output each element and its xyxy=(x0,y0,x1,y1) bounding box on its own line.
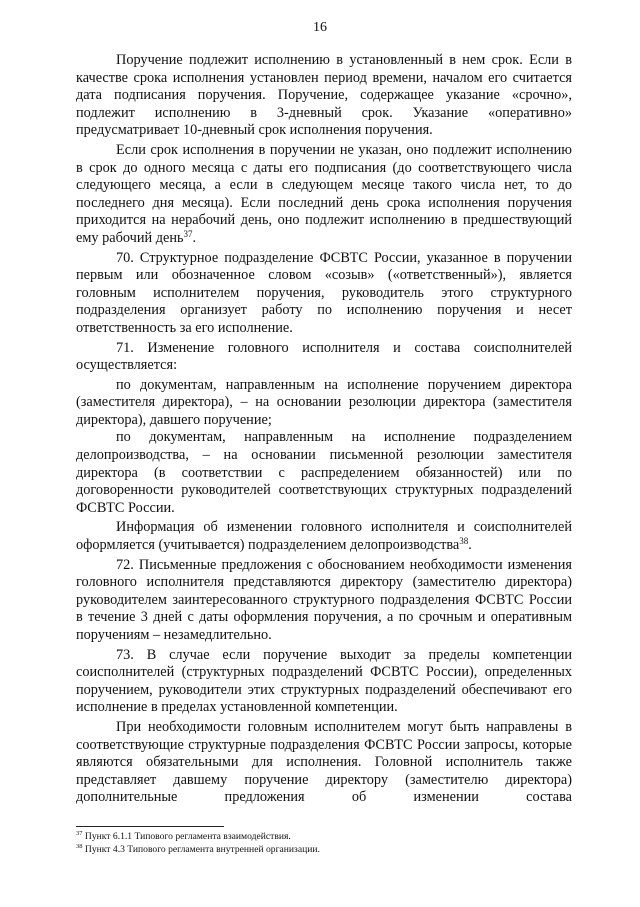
paragraph: Поручение подлежит исполнению в установленный в нем срок. Если в качестве срока исполнения установлен период времени, началом его считается дата подписания поручения. Поручение, содержащее указание «срочно», подлежит исполнению в 3-дневный срок. Указание «оперативно» предусматривает 10-дневный срок исполнения поручения. xyxy=(76,52,572,139)
footnote xyxy=(76,843,572,856)
paragraph: 72. Письменные предложения с обоснованием необходимости изменения головного исполнителя представляются директору (заместителю директора) руководителем заинтересованного структурного подразделения ФСВТС России в течение 3 дней с даты оформления поручения, а по срочным и оперативным поручениям – незамедлительно. xyxy=(76,556,572,643)
footnote-number: 38 xyxy=(76,843,83,850)
paragraph: по документам, направленным на исполнение поручением директора (заместителя директора), – на основании резолюции директора (заместителя директора), давшего поручение; xyxy=(76,376,572,428)
footnote-text: Пункт 6.1.1 Типового регламента взаимодействия. xyxy=(84,831,291,842)
paragraph: по документам, направленным на исполнение подразделением делопроизводства, – на основании письменной резолюции заместителя директора (в соответствии с распределением обязанностей) или по договоренности руководителей соответствующих структурных подразделений ФСВТС России. xyxy=(76,429,572,516)
paragraph: 71. Изменение головного исполнителя и состава соисполнителей осуществляется: xyxy=(76,339,572,374)
paragraph: При необходимости головным исполнителем могут быть направлены в соответствующие структурные подразделения ФСВТС России запросы, которые являются обязательными для исполнения. Головной исполнитель также представляет давшему поручение директору (заместителю директора) дополнительные предложения об изменении состава xyxy=(76,718,572,806)
footnote xyxy=(76,830,572,843)
footnotes xyxy=(76,830,572,856)
footnote-ref[interactable]: 37 xyxy=(183,228,193,239)
page-number: 16 xyxy=(313,20,327,35)
body-text xyxy=(76,52,572,807)
paragraph: Информация об изменении головного исполнителя и соисполнителей оформляется (учитывается) подразделением делопроизводства$^{38}$. xyxy=(76,519,572,554)
paragraph: Если срок исполнения в поручении не указан, оно подлежит исполнению в срок до одного месяца с даты его подписания (до соответствующего числа следующего месяца, а если в следующем месяце такого числа нет, то до последнего дня месяца). Если последний день срока исполнения поручения приходится на нерабочий день, оно подлежит исполнению в предшествующий ему рабочий день$^{37}$. xyxy=(76,141,572,246)
footnote-ref[interactable]: 38 xyxy=(459,536,469,547)
paragraph: 73. В случае если поручение выходит за пределы компетенции соисполнителей (структурных подразделений ФСВТС России), определенных поручением, руководители этих структурных подразделений обеспечивают его исполнение в пределах установленной компетенции. xyxy=(76,646,572,716)
footnote-number: 37 xyxy=(76,830,83,837)
paragraph: 70. Структурное подразделение ФСВТС России, указанное в поручении первым или обозначенное словом «созыв» («ответственный»), является головным исполнителем поручения, руководитель этого структурного подразделения организует работу по исполнению поручения и несет ответственность за его исполнение. xyxy=(76,249,572,336)
footnote-separator xyxy=(76,826,224,827)
footnote-text: Пункт 4.3 Типового регламента внутренней организации. xyxy=(84,844,320,855)
